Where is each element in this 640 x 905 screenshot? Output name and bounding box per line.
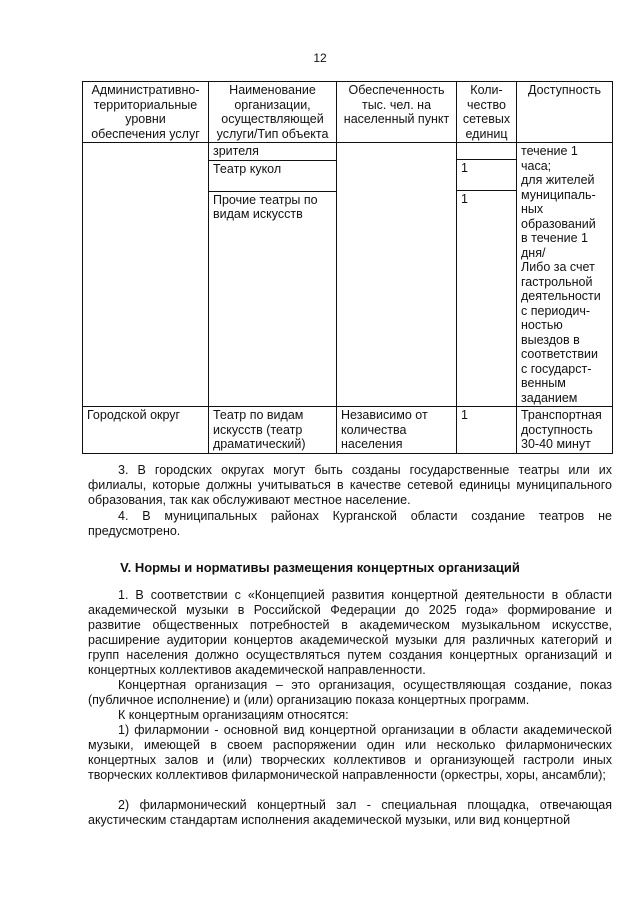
header-accessibility: Доступность — [517, 82, 613, 143]
section-paragraph-3: К концертным организациям относятся: — [118, 708, 349, 722]
table-row — [83, 143, 613, 407]
units-other: 1 — [457, 190, 516, 208]
header-provision: Обеспеченность тыс. чел. на населенный пункт — [337, 82, 457, 143]
org-puppet-theatre: Театр кукол — [209, 160, 336, 191]
org-other-theatres: Прочие театры по видам искусств — [209, 191, 336, 223]
section-paragraph-2: Концертная организация – это организация, осуществляющая создание, показ (публичное исполнение) и (или) организацию показа концертных программ. — [88, 678, 612, 707]
header-organization: Наименование организации, осуществляющей услуги/Тип объекта — [209, 82, 337, 143]
cell-accessibility: Транспортная доступность 30-40 минут — [517, 407, 613, 454]
cell-city-district: Городской округ — [83, 407, 209, 454]
units-empty — [457, 143, 516, 159]
table-row — [83, 407, 613, 454]
section-paragraph-5: 2) филармонический концертный зал - специальная площадка, отвечающая акустическим стандартам исполнения академической музыки, или вид концертной — [88, 798, 612, 827]
cell-provision: Независимо от количества населения — [337, 407, 457, 454]
units-puppet: 1 — [457, 159, 516, 190]
paragraph-4: 4. В муниципальных районах Курганской области создание театров не предусмотрено. — [88, 509, 612, 538]
page-number: 12 — [313, 51, 327, 65]
accessibility-cell: течение 1 часа; для жителей муниципаль- ных образований в течение 1 дня/ Либо за счет гастрольной деятельности с периодич- ностью выездов в соответствии с государст- венным заданием — [517, 143, 613, 407]
table-cell — [337, 143, 457, 407]
header-network-units: Коли-чество сетевых единиц — [457, 82, 517, 143]
table-cell — [209, 143, 337, 407]
table-cell — [83, 143, 209, 407]
section-heading: V. Нормы и нормативы размещения концертных организаций — [120, 560, 520, 575]
header-admin-level: Административно-территориальные уровни обеспечения услуг — [83, 82, 209, 143]
facilities-table — [82, 81, 613, 454]
cell-drama-theatre: Театр по видам искусств (театр драматический) — [209, 407, 337, 454]
table-cell — [457, 143, 517, 407]
cell-units: 1 — [457, 407, 517, 454]
section-paragraph-4: 1) филармонии - основной вид концертной организации в области академической музыки, имеющей в своем распоряжении один или несколько филармонических концертных залов и (или) творческих коллективов и организующей гастроли иных творческих коллективов филармонической направленности (оркестры, хоры, ансамбли); — [88, 723, 612, 782]
section-paragraph-1: 1. В соответствии с «Концепцией развития концертной деятельности в области академической музыки в Российской Федерации до 2025 года» формирование и развитие общественных потребностей в академическом музыкальном искусстве, расширение аудитории концертов академической музыки для различных категорий и групп населения должно осуществляться путем создания концертных организаций и концертных коллективов академической направленности. — [88, 588, 612, 677]
paragraph-3: 3. В городских округах могут быть созданы государственные театры или их филиалы, которые должны учитываться в качестве сетевой единицы муниципального образования, так как обслуживают местное население. — [88, 463, 612, 507]
table-header-row — [83, 82, 613, 143]
org-viewer: зрителя — [213, 144, 259, 158]
